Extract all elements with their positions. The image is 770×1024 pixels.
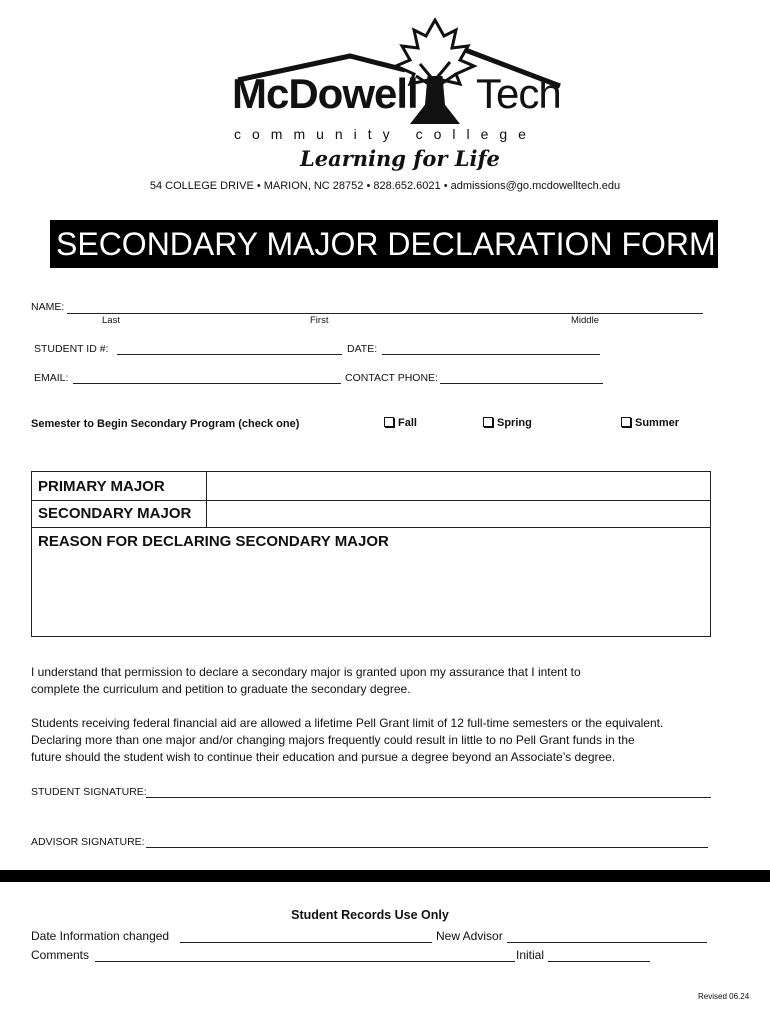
table-divider — [31, 500, 711, 501]
understanding-statement — [31, 664, 581, 698]
initial-label: Initial — [516, 948, 545, 962]
initial-field[interactable] — [548, 961, 650, 962]
form-title: SECONDARY MAJOR DECLARATION FORM — [50, 220, 718, 268]
name-first-caption: First — [310, 315, 329, 326]
name-label: NAME: — [31, 301, 65, 313]
checkbox-icon[interactable] — [483, 417, 493, 427]
advisor-signature-label: ADVISOR SIGNATURE: — [31, 836, 145, 848]
notice-line: Students receiving federal financial aid are allowed a lifetime Pell Grant limit of 12 full-time semesters or the equivalent. — [31, 716, 664, 730]
logo-tagline: Learning for Life — [300, 146, 500, 171]
logo-word-tech: Tech — [476, 70, 561, 117]
primary-major-field[interactable] — [208, 473, 709, 499]
date-field[interactable] — [382, 354, 600, 355]
student-id-label: STUDENT ID #: — [34, 343, 109, 355]
logo-word-mcdowell: McDowell — [232, 70, 418, 117]
student-signature-label: STUDENT SIGNATURE: — [31, 786, 147, 798]
name-middle-caption: Middle — [571, 315, 599, 326]
name-field[interactable] — [67, 313, 703, 314]
checkbox-icon[interactable] — [621, 417, 631, 427]
email-field[interactable] — [73, 383, 341, 384]
advisor-signature-field[interactable] — [146, 847, 708, 848]
email-label: EMAIL: — [34, 372, 69, 384]
semester-label: Semester to Begin Secondary Program (check one) — [31, 418, 300, 430]
new-advisor-label: New Advisor — [436, 929, 503, 943]
student-signature-field[interactable] — [146, 797, 711, 798]
statement-line: complete the curriculum and petition to graduate the secondary degree. — [31, 682, 411, 696]
college-logo — [230, 18, 570, 178]
new-advisor-field[interactable] — [507, 942, 707, 943]
student-id-field[interactable] — [117, 354, 342, 355]
records-heading: Student Records Use Only — [291, 908, 449, 922]
name-last-caption: Last — [102, 315, 120, 326]
pell-grant-notice — [31, 715, 663, 766]
primary-major-label: PRIMARY MAJOR — [38, 478, 165, 495]
date-changed-label: Date Information changed — [31, 929, 170, 943]
comments-field[interactable] — [95, 961, 515, 962]
semester-option-fall[interactable] — [384, 417, 417, 429]
semester-option-spring[interactable] — [483, 417, 532, 429]
revision-date: Revised 06.24 — [698, 992, 750, 1001]
semester-option-summer[interactable] — [621, 417, 679, 429]
college-address: 54 COLLEGE DRIVE • MARION, NC 28752 • 828.652.6021 • admissions@go.mcdowelltech.edu — [149, 180, 621, 192]
reason-label: REASON FOR DECLARING SECONDARY MAJOR — [38, 533, 389, 550]
semester-fall-label: Fall — [398, 417, 417, 429]
reason-field[interactable] — [33, 556, 709, 635]
logo-subtitle: community college — [234, 126, 537, 142]
semester-summer-label: Summer — [635, 417, 680, 429]
notice-line: future should the student wish to continue their education and pursue a degree beyond an Associate’s degree. — [31, 750, 616, 764]
table-divider — [206, 471, 207, 528]
date-changed-field[interactable] — [180, 942, 432, 943]
section-divider-bar — [0, 870, 770, 882]
contact-phone-label: CONTACT PHONE: — [345, 372, 438, 384]
secondary-major-label: SECONDARY MAJOR — [38, 505, 192, 522]
contact-phone-field[interactable] — [440, 383, 603, 384]
comments-label: Comments — [31, 948, 90, 962]
date-label: DATE: — [347, 343, 378, 355]
notice-line: Declaring more than one major and/or changing majors frequently could result in little to no Pell Grant funds in the — [31, 733, 635, 747]
secondary-major-field[interactable] — [208, 502, 709, 527]
semester-spring-label: Spring — [497, 417, 532, 429]
checkbox-icon[interactable] — [384, 417, 394, 427]
statement-line: I understand that permission to declare a secondary major is granted upon my assurance that I intent to — [31, 665, 581, 679]
table-divider — [31, 527, 711, 528]
